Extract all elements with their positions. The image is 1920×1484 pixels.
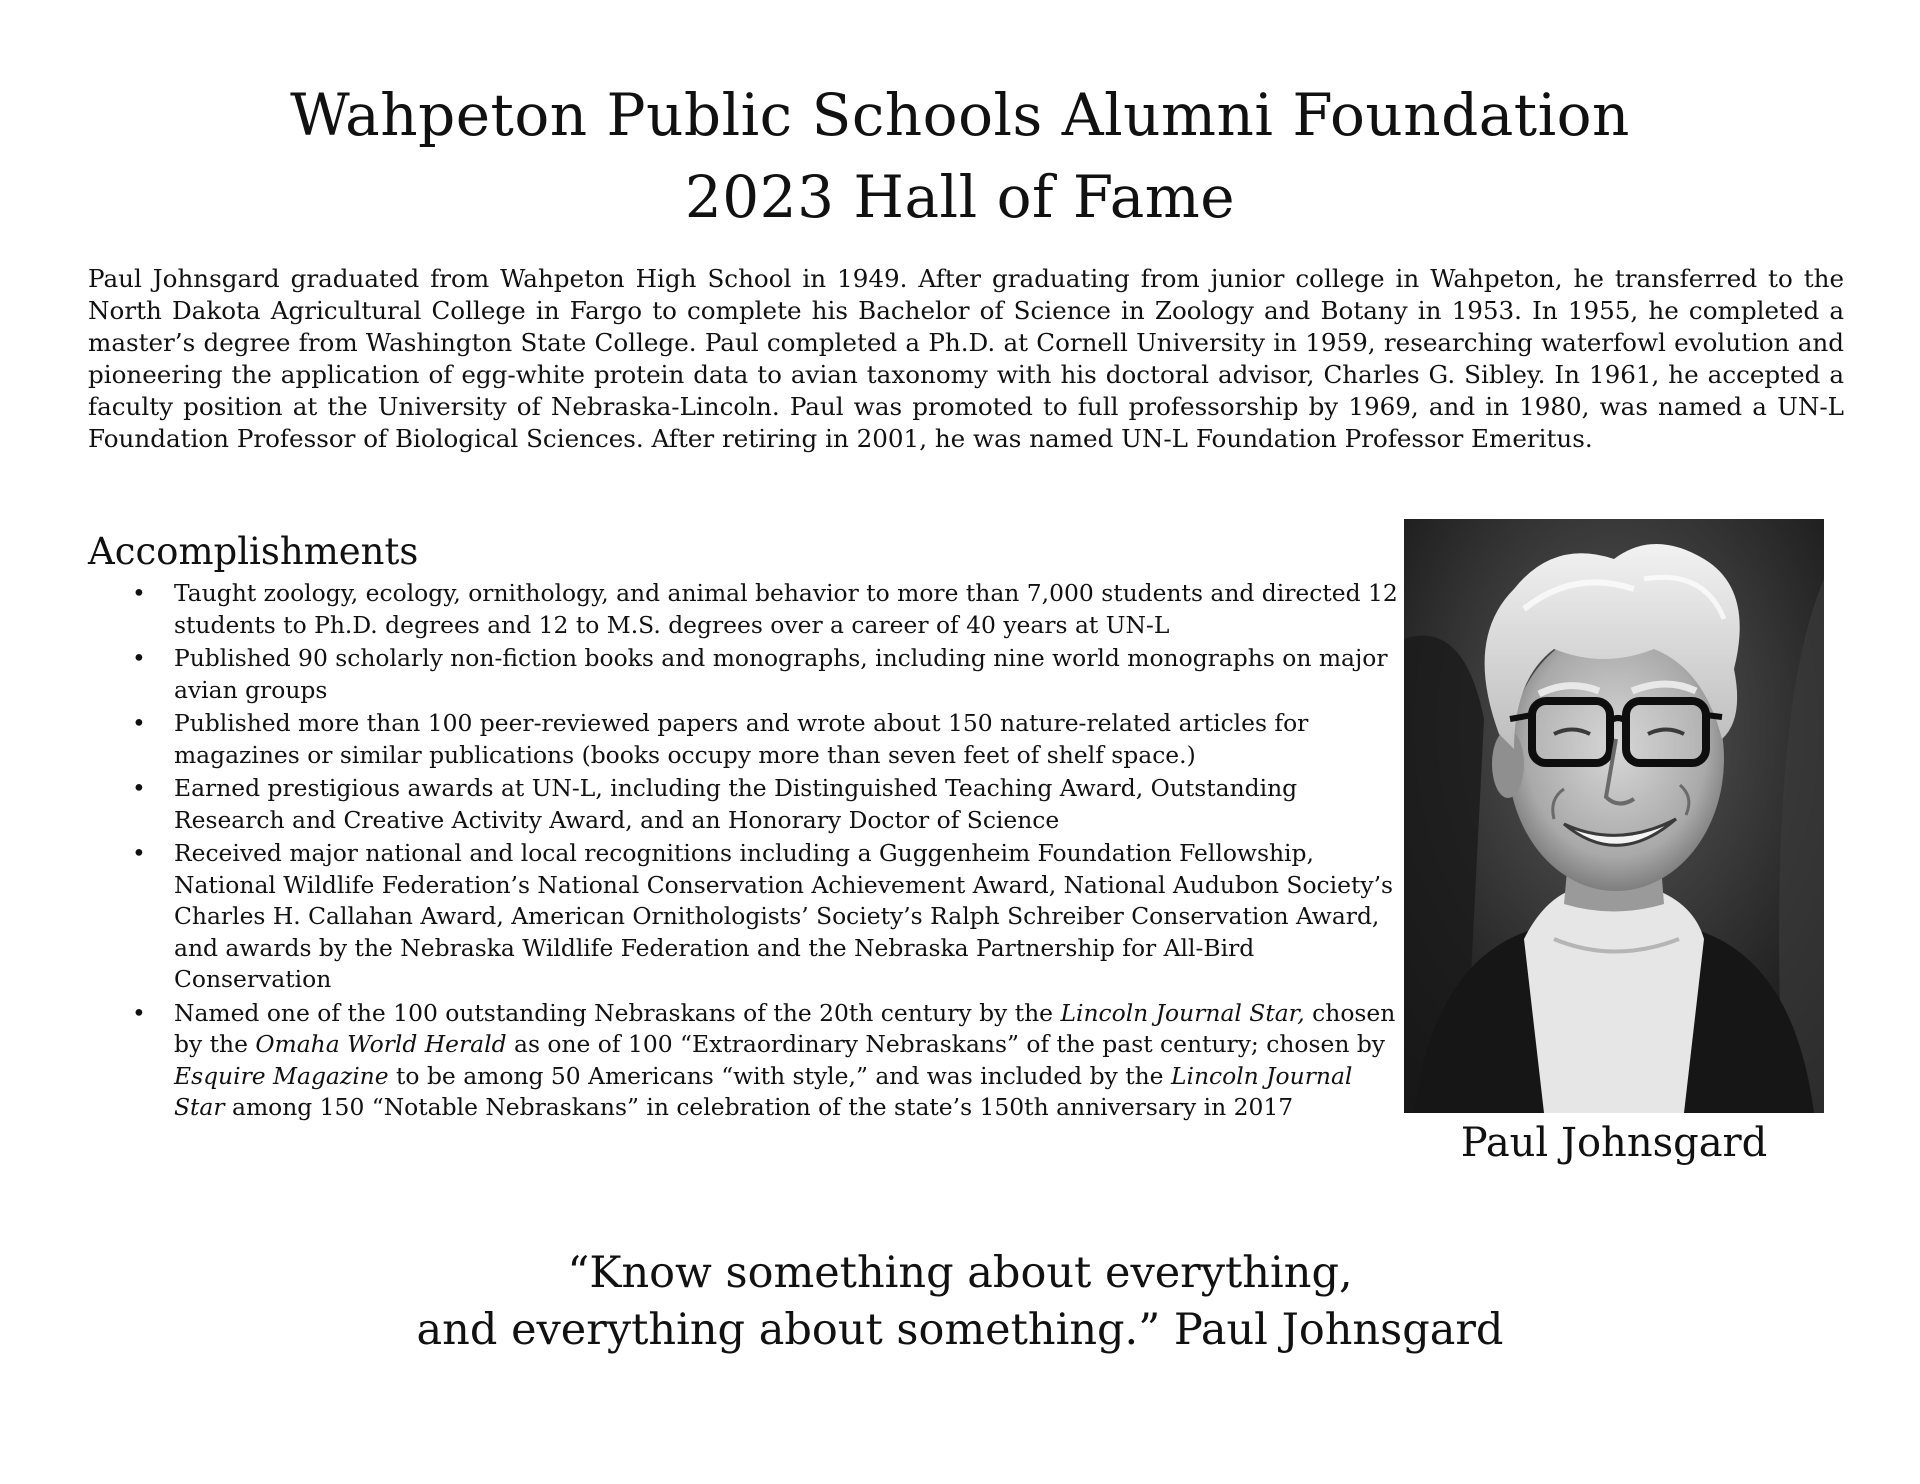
publication-name: Lincoln Journal Star — [174, 1061, 1353, 1121]
accomplishments-list — [88, 578, 1408, 1126]
list-item: • Published 90 scholarly non-fiction books and monographs, including nine world monographs on major avian groups — [88, 643, 1408, 706]
accomplishments-heading: Accomplishments — [88, 530, 419, 573]
list-item-text: Named one of the 100 outstanding Nebraskans of the 20th century by the — [174, 998, 1061, 1027]
quote-line-1: “Know something about everything, — [567, 1248, 1353, 1298]
portrait-image — [1404, 519, 1824, 1113]
list-item — [88, 998, 1408, 1124]
list-item-text: as one of 100 “Extraordinary Nebraskans” of the past century; chosen by — [506, 1030, 1386, 1058]
list-item: • Published more than 100 peer-reviewed papers and wrote about 150 nature-related articles for magazines or similar publications (books occupy more than seven feet of shelf space.) — [88, 708, 1408, 771]
list-item-text: among 150 “Notable Nebraskans” in celebration of the state’s 150th anniversary in 2017 — [224, 1093, 1294, 1121]
list-item-text: to be among 50 Americans “with style,” and was included by the — [388, 1061, 1171, 1090]
photo-caption: Paul Johnsgard — [1460, 1120, 1768, 1166]
publication-name: Lincoln Journal Star, — [1060, 998, 1305, 1027]
list-item: • Earned prestigious awards at UN-L, including the Distinguished Teaching Award, Outstanding Research and Creative Activity Award, and an Honorary Doctor of Science — [88, 773, 1408, 836]
publication-name: Omaha World Herald — [255, 1030, 507, 1058]
quote-line-2: and everything about something.” Paul Johnsgard — [416, 1305, 1504, 1355]
list-item: • Taught zoology, ecology, ornithology, and animal behavior to more than 7,000 students and directed 12 students to Ph.D. degrees and 12 to M.S. degrees over a career of 40 years at UN-L — [88, 578, 1408, 641]
list-item-text: chosen by the — [174, 998, 1396, 1058]
publication-name: Esquire Magazine — [174, 1061, 389, 1090]
biography-paragraph: Paul Johnsgard graduated from Wahpeton High School in 1949. After graduating from junior college in Wahpeton, he transferred to the North Dakota Agricultural College in Fargo to complete his Bachelor of Science in Zoology and Botany in 1953. In 1955, he completed a master’s degree from Washington State College. Paul completed a Ph.D. at Cornell University in 1959, researching waterfowl evolution and pioneering the application of egg-white protein data to avian taxonomy with his doctoral advisor, Charles G. Sibley. In 1961, he accepted a faculty position at the University of Nebraska-Lincoln. Paul was promoted to full professorship by 1969, and in 1980, was named a UN-L Foundation Professor of Biological Sciences. After retiring in 2001, he was named UN-L Foundation Professor Emeritus. — [88, 264, 1844, 453]
title-line-1: Wahpeton Public Schools Alumni Foundation — [290, 81, 1630, 149]
title-line-2: 2023 Hall of Fame — [684, 163, 1236, 231]
closing-quote — [0, 1245, 1920, 1359]
portrait-photo — [1404, 519, 1824, 1113]
page-title — [0, 74, 1920, 238]
list-item: • Received major national and local recognitions including a Guggenheim Foundation Fellowship, National Wildlife Federation’s National Conservation Achievement Award, National Audubon Society’s Charles H. Callahan Award, American Ornithologists’ Society’s Ralph Schreiber Conservation Award, and awards by the Nebraska Wildlife Federation and the Nebraska Partnership for All-Bird Conservation — [88, 838, 1408, 996]
